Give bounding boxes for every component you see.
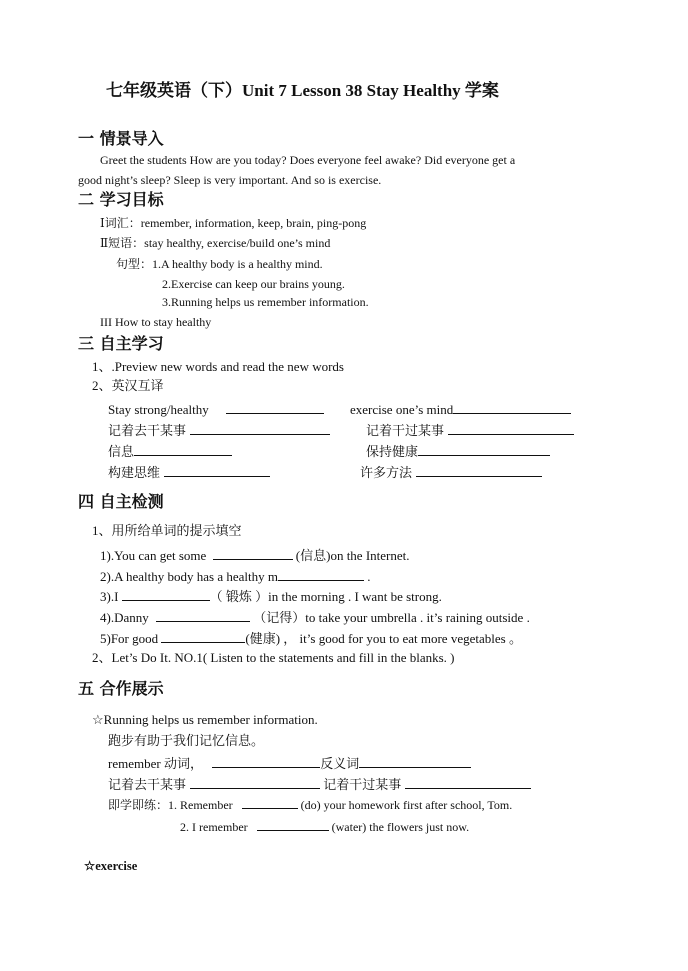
goal-iii: III How to stay healthy (100, 315, 212, 329)
star-icon: ☆ (84, 859, 96, 873)
goal-pattern-3: 3.Running helps us remember information. (162, 295, 369, 309)
question-2: 2).A healthy body has a healthy m . (100, 569, 371, 584)
translate-row-3-right: 保持健康 (366, 442, 550, 460)
preview-item: 1、.Preview new words and read the new words (92, 359, 344, 374)
translate-row-4-right: 许多方法 (360, 463, 542, 481)
section-4-heading: 四 自主检测 (78, 492, 164, 511)
listening-item: 2、Let’s Do It. NO.1( Listen to the statements and fill in the blanks. ) (92, 650, 455, 665)
section-2-heading: 二 学习目标 (78, 190, 164, 209)
translate-row-4-left: 构建思维 (108, 463, 270, 481)
goal-pattern-1: 句型：1.A healthy body is a healthy mind. (116, 257, 323, 271)
section-1-paragraph-line-2: good night’s sleep? Sleep is very important. And so is exercise. (78, 173, 382, 187)
section-5-heading: 五 合作展示 (78, 679, 164, 698)
remember-phrases-row: 记着去干某事 记着干过某事 (108, 775, 531, 793)
fill-blank-item: 1、用所给单词的提示填空 (92, 523, 242, 538)
star-icon: ☆ (92, 712, 104, 727)
section-1-heading: 一 情景导入 (78, 129, 164, 148)
remember-verb-row: remember 动词， 反义词 (108, 754, 471, 772)
translate-row-1-right: exercise one’s mind (350, 400, 571, 418)
key-sentence: ☆Running helps us remember information. (92, 712, 318, 727)
page-title: 七年级英语（下）Unit 7 Lesson 38 Stay Healthy 学案 (106, 81, 499, 100)
practice-2: 2. I remember (water) the flowers just now. (180, 817, 469, 835)
key-sentence-translation: 跑步有助于我们记忆信息。 (108, 733, 265, 748)
goal-phrases: Ⅱ短语：stay healthy, exercise/build one’s mind (100, 236, 331, 250)
exercise-item: ☆exercise (84, 859, 138, 873)
section-1-paragraph-line-1: Greet the students How are you today? Does everyone feel awake? Did everyone get a (100, 153, 516, 167)
question-3: 3).I （ 锻炼 ）in the morning . I want be strong. (100, 589, 442, 604)
translate-item: 2、英汉互译 (92, 378, 164, 393)
translate-row-2-left: 记着去干某事 (108, 421, 330, 439)
question-4: 4).Danny （记得）to take your umbrella . it’s raining outside . (100, 610, 530, 625)
question-5: 5)For good (健康) ， it’s good for you to eat more vegetables 。 (100, 631, 522, 646)
translate-row-1-left: Stay strong/healthy (108, 400, 324, 418)
translate-row-2-right: 记着干过某事 (366, 421, 574, 439)
section-3-heading: 三 自主学习 (78, 334, 164, 353)
practice-1: 即学即练：1. Remember (do) your homework first after school, Tom. (108, 795, 512, 813)
translate-row-3-left: 信息 (108, 442, 232, 460)
question-1: 1).You can get some (信息)on the Internet. (100, 548, 410, 563)
goal-pattern-2: 2.Exercise can keep our brains young. (162, 277, 345, 291)
goal-words: Ⅰ词汇：remember, information, keep, brain, ping-pong (100, 216, 367, 230)
